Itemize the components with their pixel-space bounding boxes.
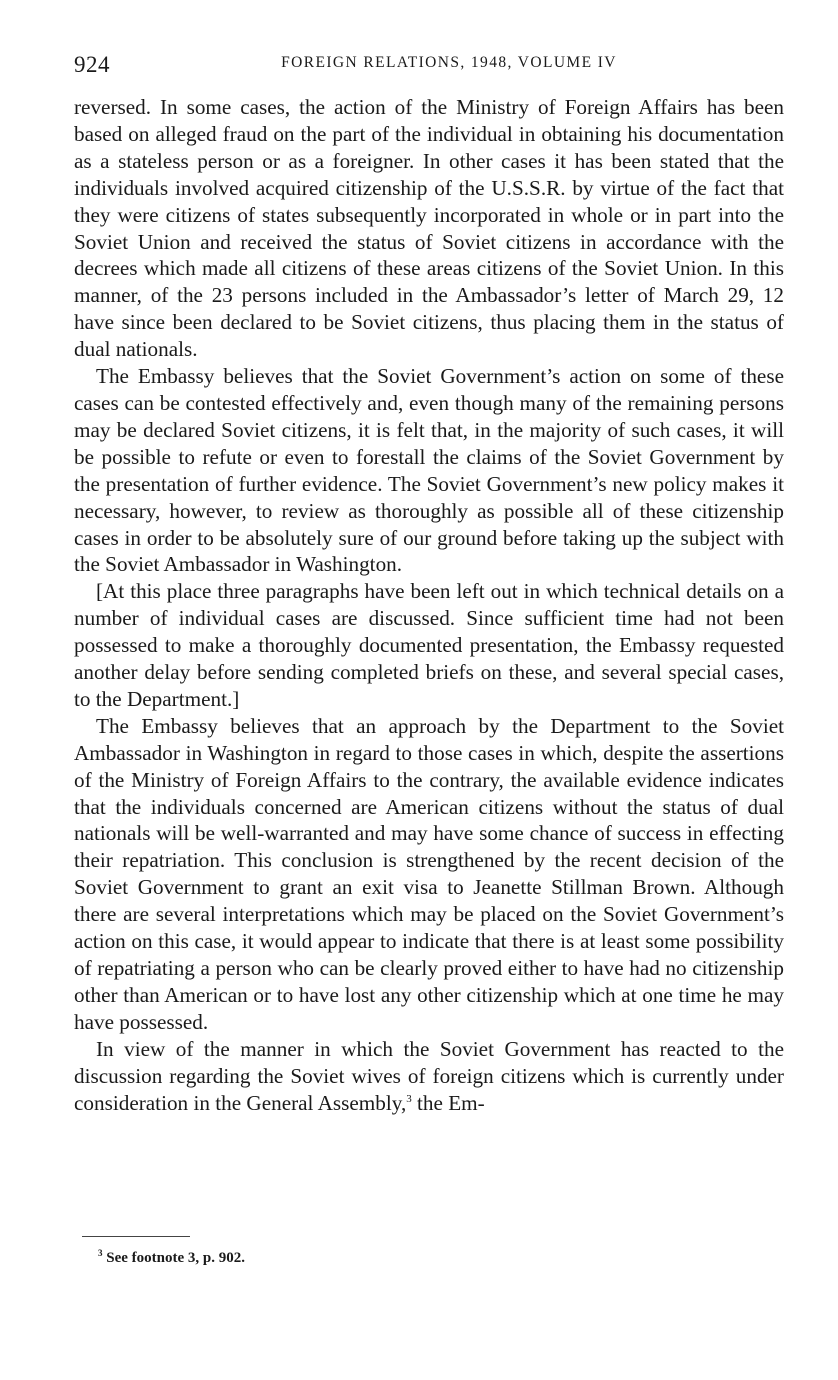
running-title: FOREIGN RELATIONS, 1948, VOLUME IV	[281, 54, 617, 71]
paragraph-continued: reversed. In some cases, the action of the Ministry of Foreign Affairs has been based on alleged fraud on the part of the individual in obtaining his documentation as a stateless person or as a foreigner. In other cases it has been stated that the individuals involved acquired citizenship of the U.S.S.R. by virtue of the fact that they were citizens of states subsequently incorporated in whole or in part into the Soviet Union and received the status of Soviet citizens in accordance with the decrees which made all citizens of these areas citizens of the Soviet Union. In this manner, of the 23 persons included in the Ambassador’s letter of March 29, 12 have since been declared to be Soviet citizens, thus placing them in the status of dual nationals.	[74, 95, 784, 362]
paragraph-last	[74, 1036, 784, 1117]
paragraph-last-continuation: the Em-	[411, 1090, 485, 1115]
paragraph: The Embassy believes that an approach by the Department to the Soviet Ambassador in Washington in regard to those cases in which, despite the assertions of the Ministry of Foreign Affairs to the contrary, the available evidence indicates that the individuals concerned are American citizens without the status of dual nationals will be well-warranted and may have some chance of success in effecting their repatriation. This conclusion is strengthened by the recent decision of the Soviet Government to grant an exit visa to Jeanette Stillman Brown. Although there are several interpretations which may be placed on the Soviet Government’s action on this case, it would appear to indicate that there is at least some possibility of repatriating a person who can be clearly proved either to have had no citizenship other than American or to have lost any other citizenship which at one time he may have possessed.	[74, 713, 784, 1034]
running-head	[74, 50, 784, 84]
body-text	[74, 94, 784, 1116]
paragraph: The Embassy believes that the Soviet Government’s action on some of these cases can be contested effectively and, even though many of the remaining persons may be declared Soviet citizens, it is felt that, in the majority of such cases, it will be possible to refute or even to forestall the claims of the Soviet Government by the presentation of further evidence. The Soviet Government’s new policy makes it necessary, however, to review as thoroughly as possible all of these citizenship cases in order to be absolutely sure of our ground before taking up the subject with the Soviet Ambassador in Washington.	[74, 364, 784, 577]
footnote	[98, 1248, 245, 1267]
footnote-reference[interactable]: 3	[406, 1092, 412, 1105]
footnote-mark: 3	[98, 1248, 103, 1258]
page-number: 924	[74, 52, 110, 77]
paragraph-last-text: In view of the manner in which the Soviet Government has reacted to the discussion regarding the Soviet wives of foreign citizens which is currently under consideration in the General Assembly,	[74, 1036, 784, 1115]
editorial-note-paragraph: [At this place three paragraphs have been left out in which technical details on a number of individual cases are discussed. Since sufficient time had not been possessed to make a thoroughly documented presentation, the Embassy requested another delay before sending completed briefs on these, and several special cases, to the Department.]	[74, 579, 784, 711]
document-page	[74, 50, 784, 1116]
footnote-divider	[82, 1236, 190, 1237]
footnote-text: See footnote 3, p. 902.	[102, 1250, 245, 1266]
